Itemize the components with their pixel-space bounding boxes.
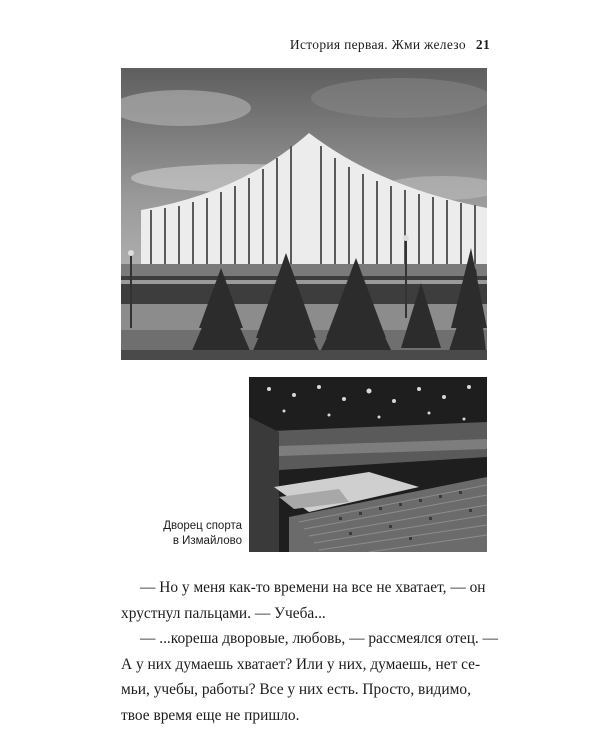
caption-line-2: в Измайлово bbox=[172, 535, 242, 547]
text-line: — ...кореша дворовые, любовь, — рассмеялся отец. — bbox=[140, 630, 499, 647]
building-photo-icon bbox=[121, 68, 487, 360]
text-line: — Но у меня как-то времени на все не хватает, — он bbox=[140, 579, 486, 596]
caption-line-1: Дворец спорта bbox=[163, 520, 242, 532]
text-line: мьи, учебы, работы? Все у них есть. Просто, видимо, bbox=[121, 681, 471, 698]
text-line: твое время еще не пришло. bbox=[121, 706, 300, 724]
running-header bbox=[0, 37, 490, 53]
arena-interior-photo-icon bbox=[249, 377, 487, 552]
running-title: История первая. Жми железо bbox=[289, 37, 466, 52]
figure-caption bbox=[121, 519, 242, 549]
body-paragraphs bbox=[121, 575, 499, 728]
text-line: А у них думаешь хватает? Или у них, думаешь, нет се- bbox=[121, 655, 481, 673]
text-line: хрустнул пальцами. — Учеба... bbox=[121, 604, 326, 622]
page-number: 21 bbox=[475, 37, 490, 52]
